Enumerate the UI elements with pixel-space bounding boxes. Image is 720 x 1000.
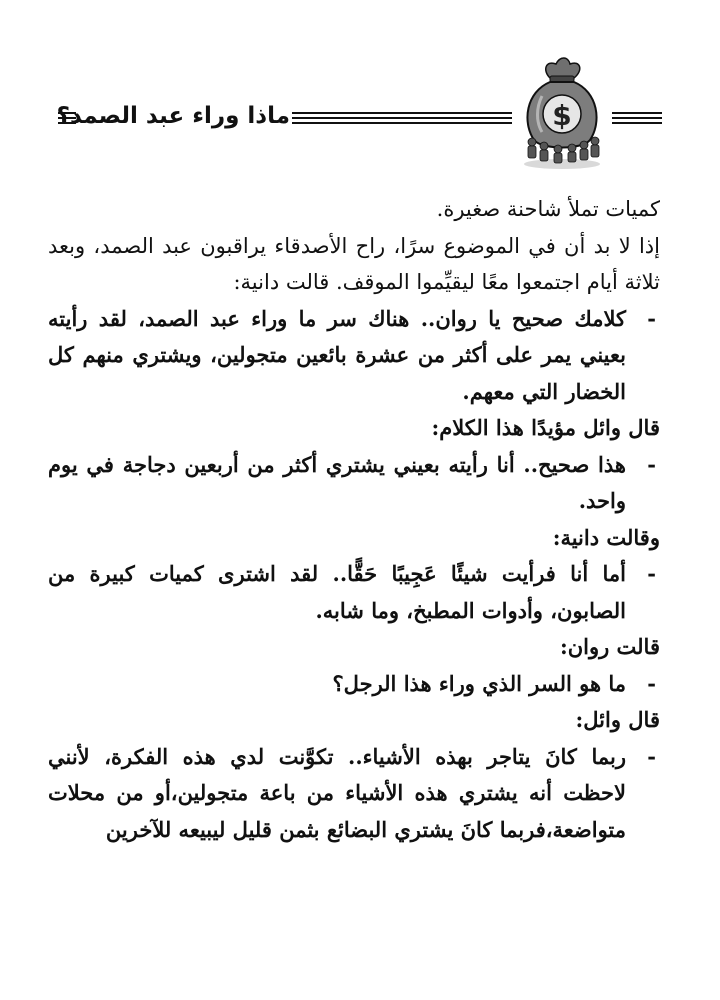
dialogue-text: ما هو السر الذي وراء هذا الرجل؟ <box>332 670 626 696</box>
bullet-dash: - <box>647 305 656 331</box>
dialogue-item <box>48 447 660 520</box>
money-bag-icon <box>512 52 612 170</box>
bullet-dash: - <box>647 670 656 696</box>
paragraph: إذا لا بد أن في الموضوع سرًا، راح الأصدقاء يراقبون عبد الصمد، وبعد ثلاثة أيام اجتمعوا معًا ليقيِّموا الموقف. قالت دانية: <box>48 233 660 294</box>
dialogue-item <box>48 739 660 849</box>
dialogue-text: كلامك صحيح يا روان.. هناك سر ما وراء عبد الصمد، لقد رأيته بعيني يمر على أكثر من عشرة بائعين متجولين، ويشتري منهم كل الخضار التي معهم. <box>48 305 626 404</box>
dialogue-text: ربما كانَ يتاجر بهذه الأشياء.. تكوَّنت لدي هذه الفكرة، لأنني لاحظت أنه يشتري هذه الأشياء من باعة متجولين،أو من محلات متواضعة،فربما كانَ يشتري البضائع بثمن قليل ليبيعه للآخرين <box>48 743 626 842</box>
svg-text:$: $ <box>552 99 572 132</box>
story-body <box>48 191 660 848</box>
dialogue-item <box>48 666 660 703</box>
chapter-title: ماذا وراء عبد الصمد؟ <box>56 103 290 129</box>
bullet-dash: - <box>647 451 656 477</box>
paragraph: كميات تملأ شاحنة صغيرة. <box>436 197 660 221</box>
dialogue-item <box>48 556 660 629</box>
paragraph: قالت روان: <box>559 634 660 659</box>
dialogue-text: أما أنا فرأيت شيئًا عَجِيبًا حَقًّا.. لقد اشترى كميات كبيرة من الصابون، وأدوات المطبخ، وما شابه. <box>48 561 626 623</box>
dialogue-text: هذا صحيح.. أنا رأيته بعيني يشتري أكثر من أربعين دجاجة في يوم واحد. <box>48 451 626 513</box>
decorative-rule-middle <box>292 112 512 124</box>
bullet-dash: - <box>647 561 656 586</box>
chapter-header <box>0 0 720 180</box>
paragraph: وقالت دانية: <box>552 524 660 550</box>
dialogue-item <box>48 301 660 411</box>
paragraph: قال وائل: <box>575 707 660 732</box>
decorative-rule-right <box>612 112 662 124</box>
bullet-dash: - <box>647 743 656 769</box>
paragraph: قال وائل مؤيدًا هذا الكلام: <box>431 415 660 440</box>
